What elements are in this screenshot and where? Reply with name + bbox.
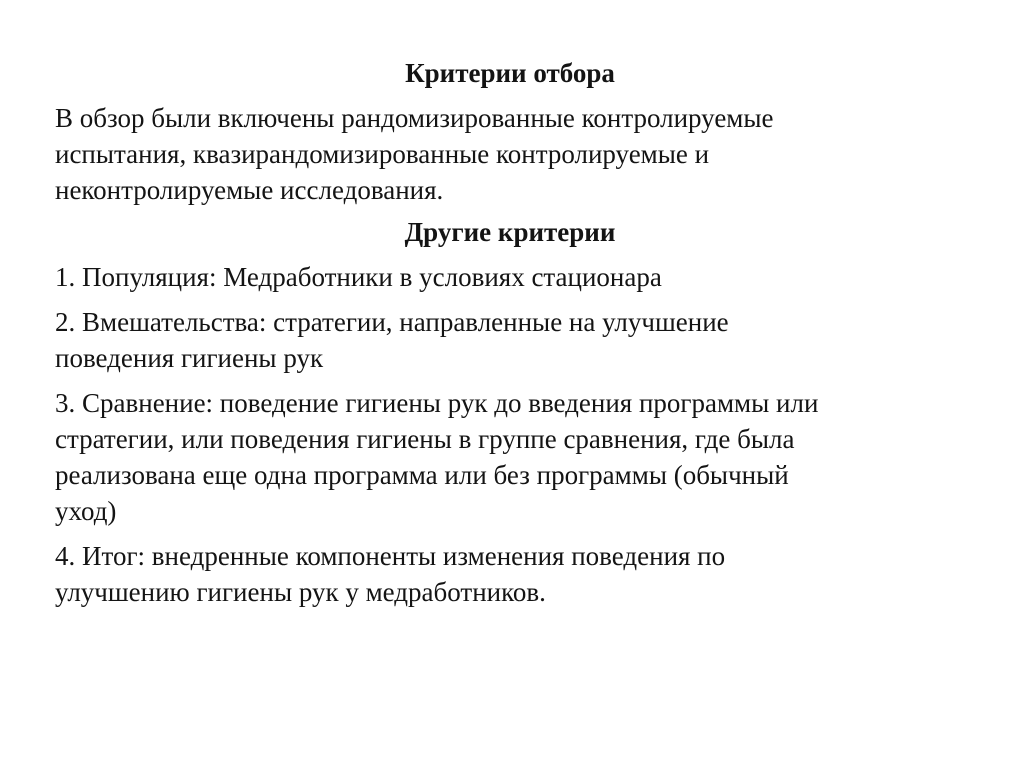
criterion-outcome: 4. Итог: внедренные компоненты изменения поведения по улучшению гигиены рук у медработников.: [55, 541, 726, 607]
intro-paragraph: В обзор были включены рандомизированные контролируемые испытания, квазирандомизированные контролируемые и неконтролируемые исследования.: [55, 103, 774, 205]
criterion-population: 1. Популяция: Медработники в условиях стационара: [55, 262, 662, 292]
heading-other-criteria: Другие критерии: [404, 217, 616, 247]
heading-selection-criteria: Критерии отбора: [405, 58, 615, 88]
criterion-comparison: 3. Сравнение: поведение гигиены рук до введения программы или стратегии, или поведения гигиены в группе сравнения, где была реализована еще одна программа или без программы (обычный уход): [55, 388, 819, 526]
criterion-interventions: 2. Вмешательства: стратегии, направленные на улучшение поведения гигиены рук: [55, 307, 729, 373]
